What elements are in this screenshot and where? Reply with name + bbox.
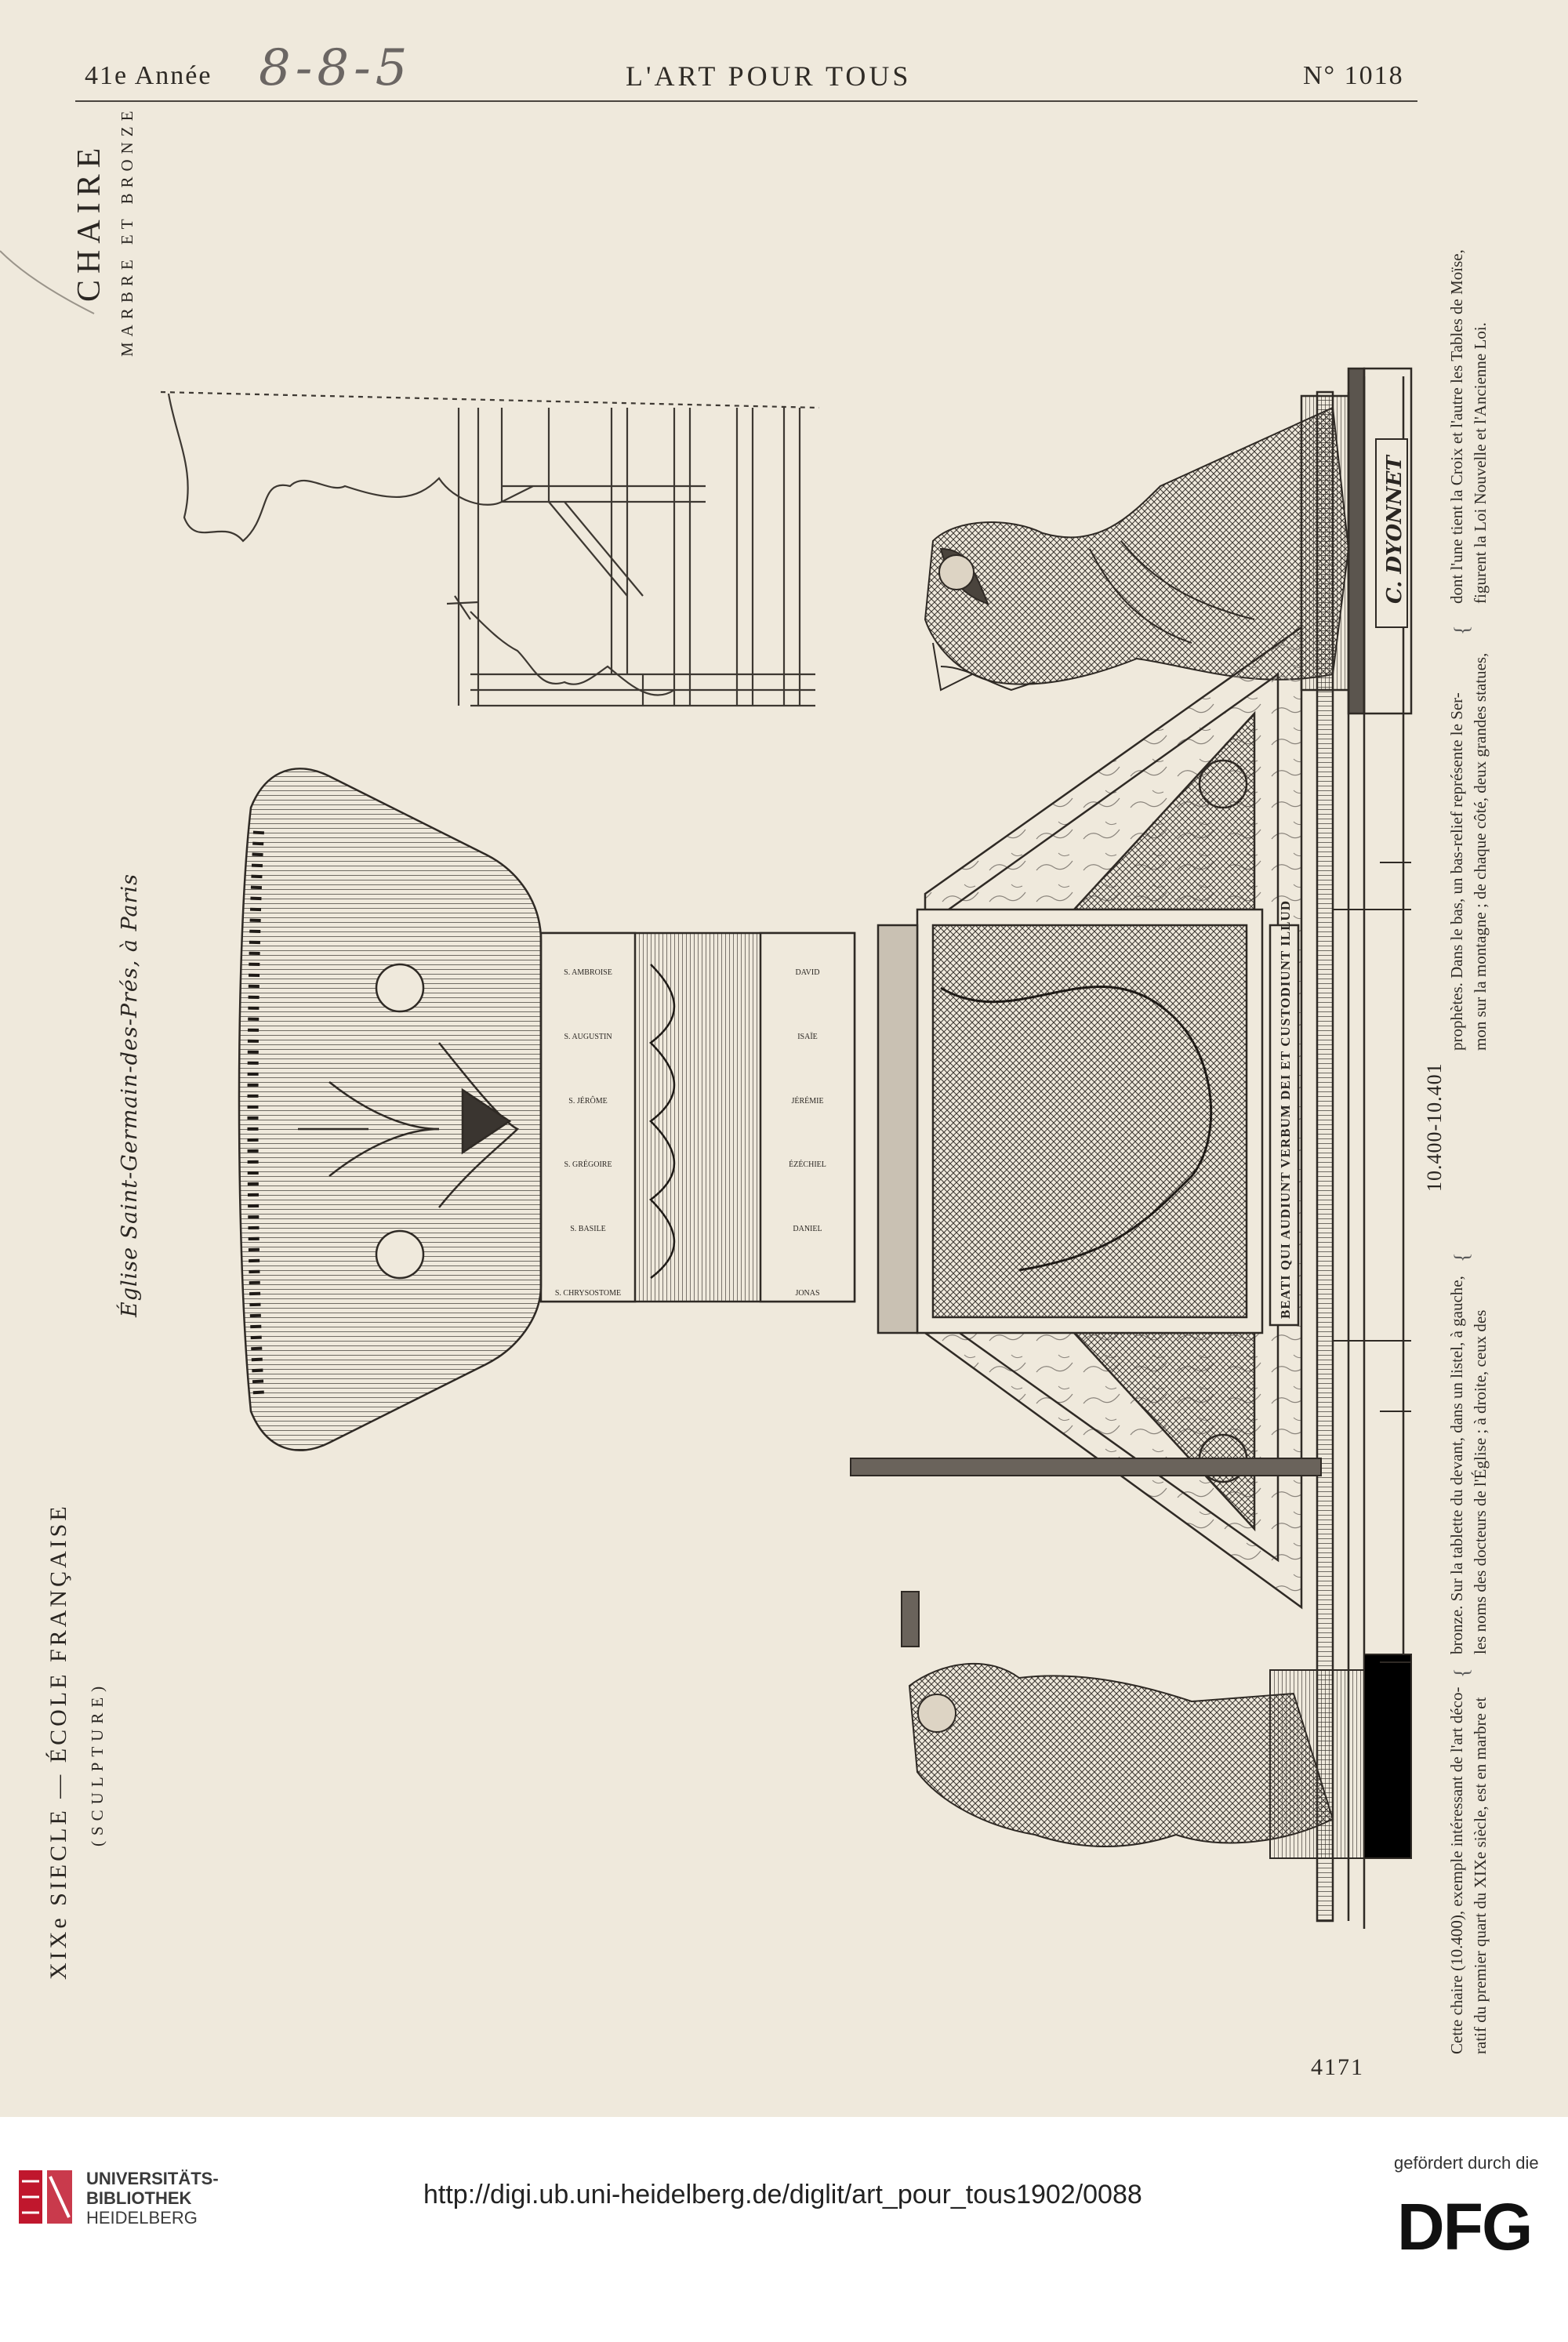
institution-line: HEIDELBERG xyxy=(86,2208,198,2228)
caption-brace: { xyxy=(1450,625,1473,635)
side-title-century: XIXe SIECLE — ÉCOLE FRANÇAISE xyxy=(45,1503,71,1980)
caption-col-3-line-2: mon sur la montagne ; de chaque côté, deux grandes statues, xyxy=(1471,652,1490,1051)
doctor-name: S. AUGUSTIN xyxy=(564,1032,612,1041)
header-year: 41e Année xyxy=(85,61,212,90)
institution-line: BIBLIOTHEK xyxy=(86,2188,192,2208)
doctor-name: S. BASILE xyxy=(570,1225,606,1234)
caption-col-1-line-1: Cette chaire (10.400), exemple intéressant de l'art déco- xyxy=(1447,1687,1466,2054)
inscription-band: BEATI QUI AUDIUNT VERBUM DEI ET CUSTODIUNT ILLUD xyxy=(1278,899,1293,1319)
prophet-name: ÉZÉCHIEL xyxy=(789,1160,826,1170)
prophet-name: ISAÏE xyxy=(797,1032,818,1041)
side-title-chaire: CHAIRE xyxy=(71,141,107,302)
side-subtitle-material: MARBRE ET BRONZE xyxy=(118,105,136,357)
caption-brace: { xyxy=(1450,1668,1473,1678)
figure-numbers: 10.400-10.401 xyxy=(1423,1062,1446,1192)
prophet-name: JONAS xyxy=(795,1288,820,1298)
prophets-list xyxy=(768,968,847,1298)
caption-col-3-line-1: prophètes. Dans le bas, un bas-relief représente le Ser- xyxy=(1447,692,1466,1051)
handwritten-date: 8-8-5 xyxy=(259,39,412,97)
doctors-list xyxy=(549,968,627,1298)
prophet-name: JÉRÉMIE xyxy=(791,1096,824,1106)
artist-signature: C. DYONNET xyxy=(1383,456,1406,604)
source-url-link[interactable]: http://digi.ub.uni-heidelberg.de/diglit/art_pour_tous1902/0088 xyxy=(423,2180,1142,2209)
institution-line: UNIVERSITÄTS- xyxy=(86,2169,219,2188)
prophet-name: DAVID xyxy=(795,968,820,977)
caption-col-2-line-1: bronze. Sur la tablette du devant, dans un listel, à gauche, xyxy=(1447,1276,1466,1654)
caption-col-2-line-2: les noms des docteurs de l'Église ; à droite, ceux des xyxy=(1471,1309,1490,1654)
caption-col-4-line-1: dont l'une tient la Croix et l'autre les Tables de Moïse, xyxy=(1447,249,1466,604)
church-caption: Église Saint-Germain-des-Prés, à Paris xyxy=(118,873,142,1317)
dfg-logo: DFG xyxy=(1397,2190,1532,2264)
page-edge-shadow xyxy=(0,251,94,314)
header-title: L'ART POUR TOUS xyxy=(626,60,912,92)
side-subtitle-sculpture: (SCULPTURE) xyxy=(88,1680,107,1846)
doctor-name: S. AMBROISE xyxy=(564,968,612,977)
doctor-name: S. JÉRÔME xyxy=(568,1096,608,1106)
plinth-lines xyxy=(1333,862,1411,1662)
digitization-footer xyxy=(0,2117,1568,2342)
university-seal-icon xyxy=(14,2166,77,2228)
sponsor-text: gefördert durch die xyxy=(1394,2153,1539,2173)
page-number: 4171 xyxy=(1311,2054,1364,2080)
doctor-name: S. CHRYSOSTOME xyxy=(554,1288,622,1298)
caption-col-1-line-2: ratif du premier quart du XIXe siècle, est en marbre et xyxy=(1471,1697,1490,2054)
prophet-name: DANIEL xyxy=(793,1225,822,1234)
caption-brace: { xyxy=(1450,1252,1473,1262)
institution-name xyxy=(86,2169,219,2228)
header-number: N° 1018 xyxy=(1303,61,1404,90)
profile-drawing xyxy=(161,392,819,706)
caption-col-4-line-2: figurent la Loi Nouvelle et l'Ancienne Loi. xyxy=(1471,322,1490,604)
doctor-name: S. GRÉGOIRE xyxy=(564,1160,612,1170)
